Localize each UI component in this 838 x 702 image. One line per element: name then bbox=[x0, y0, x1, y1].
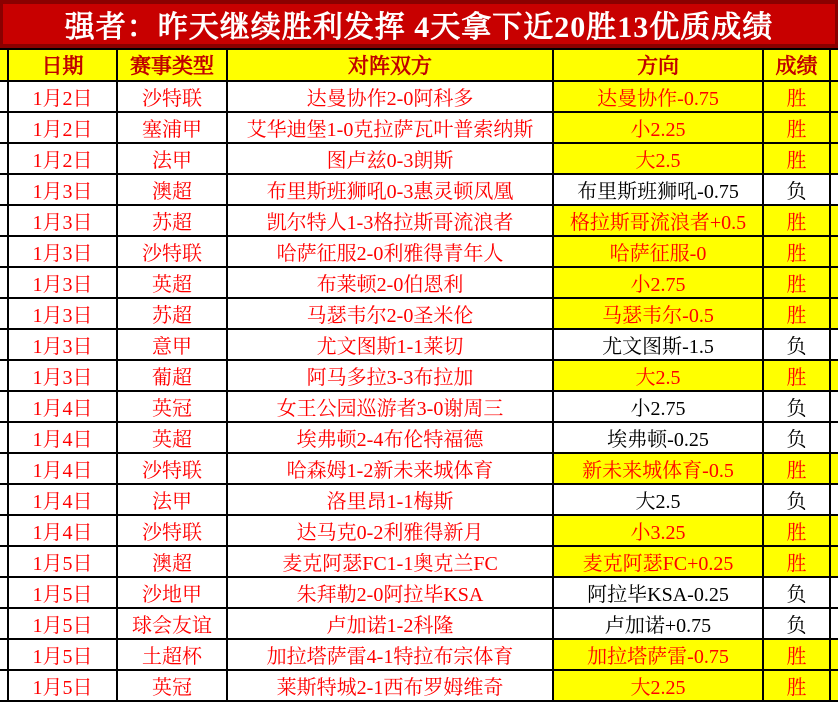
matchup-cell: 达曼协作2-0阿科多 bbox=[227, 81, 553, 112]
table-row bbox=[0, 515, 838, 546]
row-edge-left bbox=[0, 143, 8, 174]
result-cell: 胜 bbox=[763, 236, 830, 267]
direction-cell: 大2.25 bbox=[553, 670, 763, 701]
result-cell: 负 bbox=[763, 484, 830, 515]
date-cell: 1月3日 bbox=[8, 236, 117, 267]
matchup-cell: 加拉塔萨雷4-1特拉布宗体育 bbox=[227, 639, 553, 670]
row-edge-right bbox=[830, 112, 838, 143]
direction-cell: 大2.5 bbox=[553, 484, 763, 515]
result-cell: 胜 bbox=[763, 670, 830, 701]
direction-cell: 马瑟韦尔-0.5 bbox=[553, 298, 763, 329]
matchup-cell: 女王公园巡游者3-0谢周三 bbox=[227, 391, 553, 422]
result-cell: 胜 bbox=[763, 515, 830, 546]
header-edge-right bbox=[830, 49, 838, 81]
row-edge-left bbox=[0, 422, 8, 453]
matchup-cell: 哈萨征服2-0利雅得青年人 bbox=[227, 236, 553, 267]
table-row bbox=[0, 484, 838, 515]
date-cell: 1月2日 bbox=[8, 112, 117, 143]
row-edge-right bbox=[830, 298, 838, 329]
direction-cell: 卢加诺+0.75 bbox=[553, 608, 763, 639]
result-cell: 胜 bbox=[763, 360, 830, 391]
result-cell: 胜 bbox=[763, 267, 830, 298]
row-edge-left bbox=[0, 484, 8, 515]
column-header-direction: 方向 bbox=[553, 49, 763, 81]
league-cell: 塞浦甲 bbox=[117, 112, 227, 143]
row-edge-left bbox=[0, 298, 8, 329]
row-edge-left bbox=[0, 267, 8, 298]
row-edge-right bbox=[830, 453, 838, 484]
league-cell: 法甲 bbox=[117, 484, 227, 515]
row-edge-left bbox=[0, 546, 8, 577]
table-row bbox=[0, 143, 838, 174]
row-edge-right bbox=[830, 267, 838, 298]
league-cell: 沙特联 bbox=[117, 515, 227, 546]
row-edge-left bbox=[0, 515, 8, 546]
row-edge-right bbox=[830, 639, 838, 670]
direction-cell: 尤文图斯-1.5 bbox=[553, 329, 763, 360]
result-cell: 负 bbox=[763, 391, 830, 422]
result-cell: 负 bbox=[763, 174, 830, 205]
date-cell: 1月3日 bbox=[8, 174, 117, 205]
row-edge-right bbox=[830, 81, 838, 112]
date-cell: 1月4日 bbox=[8, 391, 117, 422]
result-cell: 胜 bbox=[763, 453, 830, 484]
row-edge-right bbox=[830, 236, 838, 267]
date-cell: 1月4日 bbox=[8, 422, 117, 453]
date-cell: 1月3日 bbox=[8, 267, 117, 298]
league-cell: 法甲 bbox=[117, 143, 227, 174]
result-cell: 胜 bbox=[763, 298, 830, 329]
row-edge-left bbox=[0, 236, 8, 267]
matchup-cell: 埃弗顿2-4布伦特福德 bbox=[227, 422, 553, 453]
row-edge-right bbox=[830, 515, 838, 546]
table-row bbox=[0, 329, 838, 360]
table-row bbox=[0, 360, 838, 391]
row-edge-right bbox=[830, 174, 838, 205]
date-cell: 1月4日 bbox=[8, 515, 117, 546]
row-edge-left bbox=[0, 205, 8, 236]
league-cell: 澳超 bbox=[117, 546, 227, 577]
date-cell: 1月2日 bbox=[8, 143, 117, 174]
date-cell: 1月3日 bbox=[8, 329, 117, 360]
direction-cell: 小3.25 bbox=[553, 515, 763, 546]
table-row bbox=[0, 391, 838, 422]
result-cell: 胜 bbox=[763, 639, 830, 670]
page-title: 强者：昨天继续胜利发挥 4天拿下近20胜13优质成绩 bbox=[0, 0, 838, 48]
row-edge-left bbox=[0, 329, 8, 360]
table-row bbox=[0, 453, 838, 484]
matchup-cell: 布里斯班狮吼0-3惠灵顿凤凰 bbox=[227, 174, 553, 205]
table-row bbox=[0, 112, 838, 143]
league-cell: 葡超 bbox=[117, 360, 227, 391]
matchup-cell: 达马克0-2利雅得新月 bbox=[227, 515, 553, 546]
direction-cell: 麦克阿瑟FC+0.25 bbox=[553, 546, 763, 577]
matchup-cell: 艾华迪堡1-0克拉萨瓦叶普索纳斯 bbox=[227, 112, 553, 143]
matchup-cell: 布莱顿2-0伯恩利 bbox=[227, 267, 553, 298]
league-cell: 球会友谊 bbox=[117, 608, 227, 639]
direction-cell: 哈萨征服-0 bbox=[553, 236, 763, 267]
row-edge-left bbox=[0, 174, 8, 205]
league-cell: 英超 bbox=[117, 267, 227, 298]
table-row bbox=[0, 174, 838, 205]
row-edge-right bbox=[830, 608, 838, 639]
row-edge-left bbox=[0, 639, 8, 670]
matchup-cell: 卢加诺1-2科隆 bbox=[227, 608, 553, 639]
date-cell: 1月4日 bbox=[8, 453, 117, 484]
row-edge-left bbox=[0, 670, 8, 701]
date-cell: 1月5日 bbox=[8, 577, 117, 608]
column-header-date: 日期 bbox=[8, 49, 117, 81]
direction-cell: 小2.75 bbox=[553, 391, 763, 422]
matchup-cell: 尤文图斯1-1莱切 bbox=[227, 329, 553, 360]
direction-cell: 达曼协作-0.75 bbox=[553, 81, 763, 112]
results-body bbox=[0, 81, 838, 701]
row-edge-right bbox=[830, 577, 838, 608]
league-cell: 澳超 bbox=[117, 174, 227, 205]
row-edge-left bbox=[0, 453, 8, 484]
row-edge-right bbox=[830, 546, 838, 577]
league-cell: 英冠 bbox=[117, 670, 227, 701]
row-edge-left bbox=[0, 577, 8, 608]
direction-cell: 小2.75 bbox=[553, 267, 763, 298]
result-cell: 胜 bbox=[763, 546, 830, 577]
matchup-cell: 洛里昂1-1梅斯 bbox=[227, 484, 553, 515]
row-edge-right bbox=[830, 484, 838, 515]
date-cell: 1月5日 bbox=[8, 546, 117, 577]
result-cell: 胜 bbox=[763, 81, 830, 112]
row-edge-right bbox=[830, 143, 838, 174]
matchup-cell: 马瑟韦尔2-0圣米伦 bbox=[227, 298, 553, 329]
result-cell: 胜 bbox=[763, 112, 830, 143]
result-cell: 负 bbox=[763, 329, 830, 360]
matchup-cell: 图卢兹0-3朗斯 bbox=[227, 143, 553, 174]
date-cell: 1月5日 bbox=[8, 670, 117, 701]
result-cell: 胜 bbox=[763, 205, 830, 236]
table-row bbox=[0, 608, 838, 639]
table-row bbox=[0, 267, 838, 298]
league-cell: 土超杯 bbox=[117, 639, 227, 670]
direction-cell: 大2.5 bbox=[553, 360, 763, 391]
table-row bbox=[0, 298, 838, 329]
row-edge-right bbox=[830, 422, 838, 453]
table-row bbox=[0, 422, 838, 453]
league-cell: 英超 bbox=[117, 422, 227, 453]
result-cell: 负 bbox=[763, 422, 830, 453]
date-cell: 1月3日 bbox=[8, 298, 117, 329]
row-edge-right bbox=[830, 329, 838, 360]
date-cell: 1月3日 bbox=[8, 360, 117, 391]
table-row bbox=[0, 639, 838, 670]
league-cell: 苏超 bbox=[117, 298, 227, 329]
direction-cell: 加拉塔萨雷-0.75 bbox=[553, 639, 763, 670]
result-cell: 负 bbox=[763, 577, 830, 608]
table-row bbox=[0, 205, 838, 236]
league-cell: 英冠 bbox=[117, 391, 227, 422]
date-cell: 1月4日 bbox=[8, 484, 117, 515]
date-cell: 1月2日 bbox=[8, 81, 117, 112]
table-row bbox=[0, 577, 838, 608]
league-cell: 沙特联 bbox=[117, 453, 227, 484]
league-cell: 沙地甲 bbox=[117, 577, 227, 608]
row-edge-left bbox=[0, 81, 8, 112]
direction-cell: 新未来城体育-0.5 bbox=[553, 453, 763, 484]
row-edge-right bbox=[830, 360, 838, 391]
direction-cell: 埃弗顿-0.25 bbox=[553, 422, 763, 453]
league-cell: 沙特联 bbox=[117, 81, 227, 112]
result-cell: 负 bbox=[763, 608, 830, 639]
result-cell: 胜 bbox=[763, 143, 830, 174]
column-header-result: 成绩 bbox=[763, 49, 830, 81]
date-cell: 1月3日 bbox=[8, 205, 117, 236]
league-cell: 意甲 bbox=[117, 329, 227, 360]
row-edge-left bbox=[0, 360, 8, 391]
date-cell: 1月5日 bbox=[8, 639, 117, 670]
row-edge-right bbox=[830, 670, 838, 701]
league-cell: 沙特联 bbox=[117, 236, 227, 267]
column-header-matchup: 对阵双方 bbox=[227, 49, 553, 81]
table-row bbox=[0, 236, 838, 267]
matchup-cell: 凯尔特人1-3格拉斯哥流浪者 bbox=[227, 205, 553, 236]
direction-cell: 小2.25 bbox=[553, 112, 763, 143]
league-cell: 苏超 bbox=[117, 205, 227, 236]
header-edge-left bbox=[0, 49, 8, 81]
direction-cell: 布里斯班狮吼-0.75 bbox=[553, 174, 763, 205]
date-cell: 1月5日 bbox=[8, 608, 117, 639]
row-edge-left bbox=[0, 391, 8, 422]
direction-cell: 大2.5 bbox=[553, 143, 763, 174]
matchup-cell: 麦克阿瑟FC1-1奥克兰FC bbox=[227, 546, 553, 577]
row-edge-left bbox=[0, 608, 8, 639]
direction-cell: 阿拉毕KSA-0.25 bbox=[553, 577, 763, 608]
column-header-league: 赛事类型 bbox=[117, 49, 227, 81]
matchup-cell: 哈森姆1-2新未来城体育 bbox=[227, 453, 553, 484]
matchup-cell: 莱斯特城2-1西布罗姆维奇 bbox=[227, 670, 553, 701]
table-row bbox=[0, 670, 838, 701]
matchup-cell: 朱拜勒2-0阿拉毕KSA bbox=[227, 577, 553, 608]
row-edge-right bbox=[830, 205, 838, 236]
results-table bbox=[0, 48, 838, 702]
matchup-cell: 阿马多拉3-3布拉加 bbox=[227, 360, 553, 391]
table-row bbox=[0, 546, 838, 577]
direction-cell: 格拉斯哥流浪者+0.5 bbox=[553, 205, 763, 236]
table-row bbox=[0, 81, 838, 112]
header-row bbox=[0, 49, 838, 81]
row-edge-right bbox=[830, 391, 838, 422]
row-edge-left bbox=[0, 112, 8, 143]
